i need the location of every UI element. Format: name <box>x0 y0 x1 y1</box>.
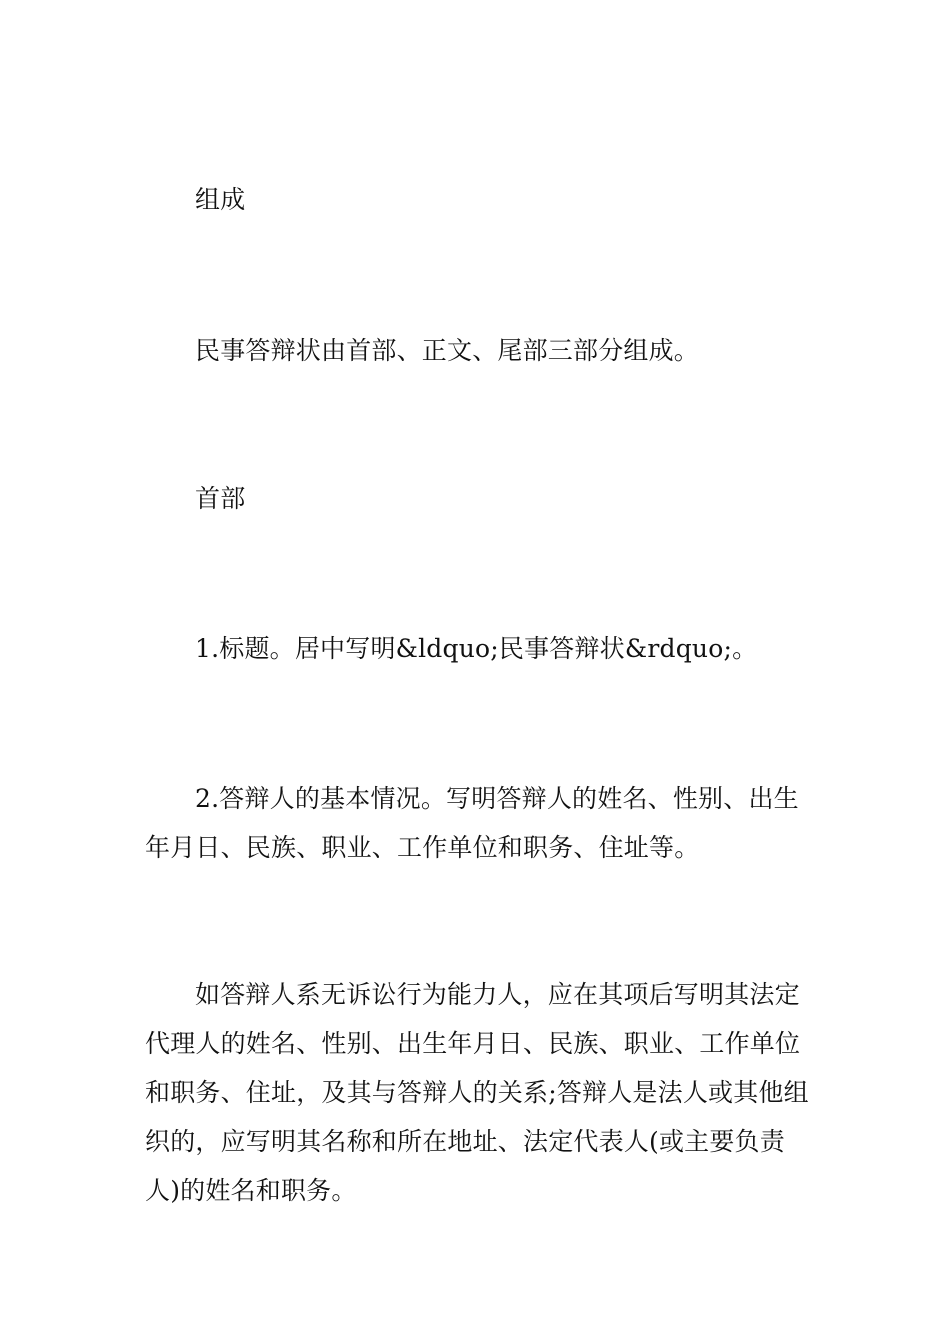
paragraph-respondent-info-item: 2.答辩人的基本情况。写明答辩人的姓名、性别、出生年月日、民族、职业、工作单位和职务、住址等。 <box>145 784 799 862</box>
paragraph-composition-summary: 民事答辩状由首部、正文、尾部三部分组成。 <box>195 336 700 365</box>
section-heading-composition: 组成 <box>195 185 246 214</box>
paragraph-title-item: 1.标题。居中写明&ldquo;民事答辩状&rdquo;。 <box>195 634 758 663</box>
section-heading-header-part: 首部 <box>195 484 246 513</box>
paragraph-legal-representative: 如答辩人系无诉讼行为能力人，应在其项后写明其法定代理人的姓名、性别、出生年月日、民族、职业、工作单位和职务、住址，及其与答辩人的关系;答辩人是法人或其他组织的，应写明其名称和所在地址、法定代表人(或主要负责人)的姓名和职务。 <box>145 980 809 1205</box>
